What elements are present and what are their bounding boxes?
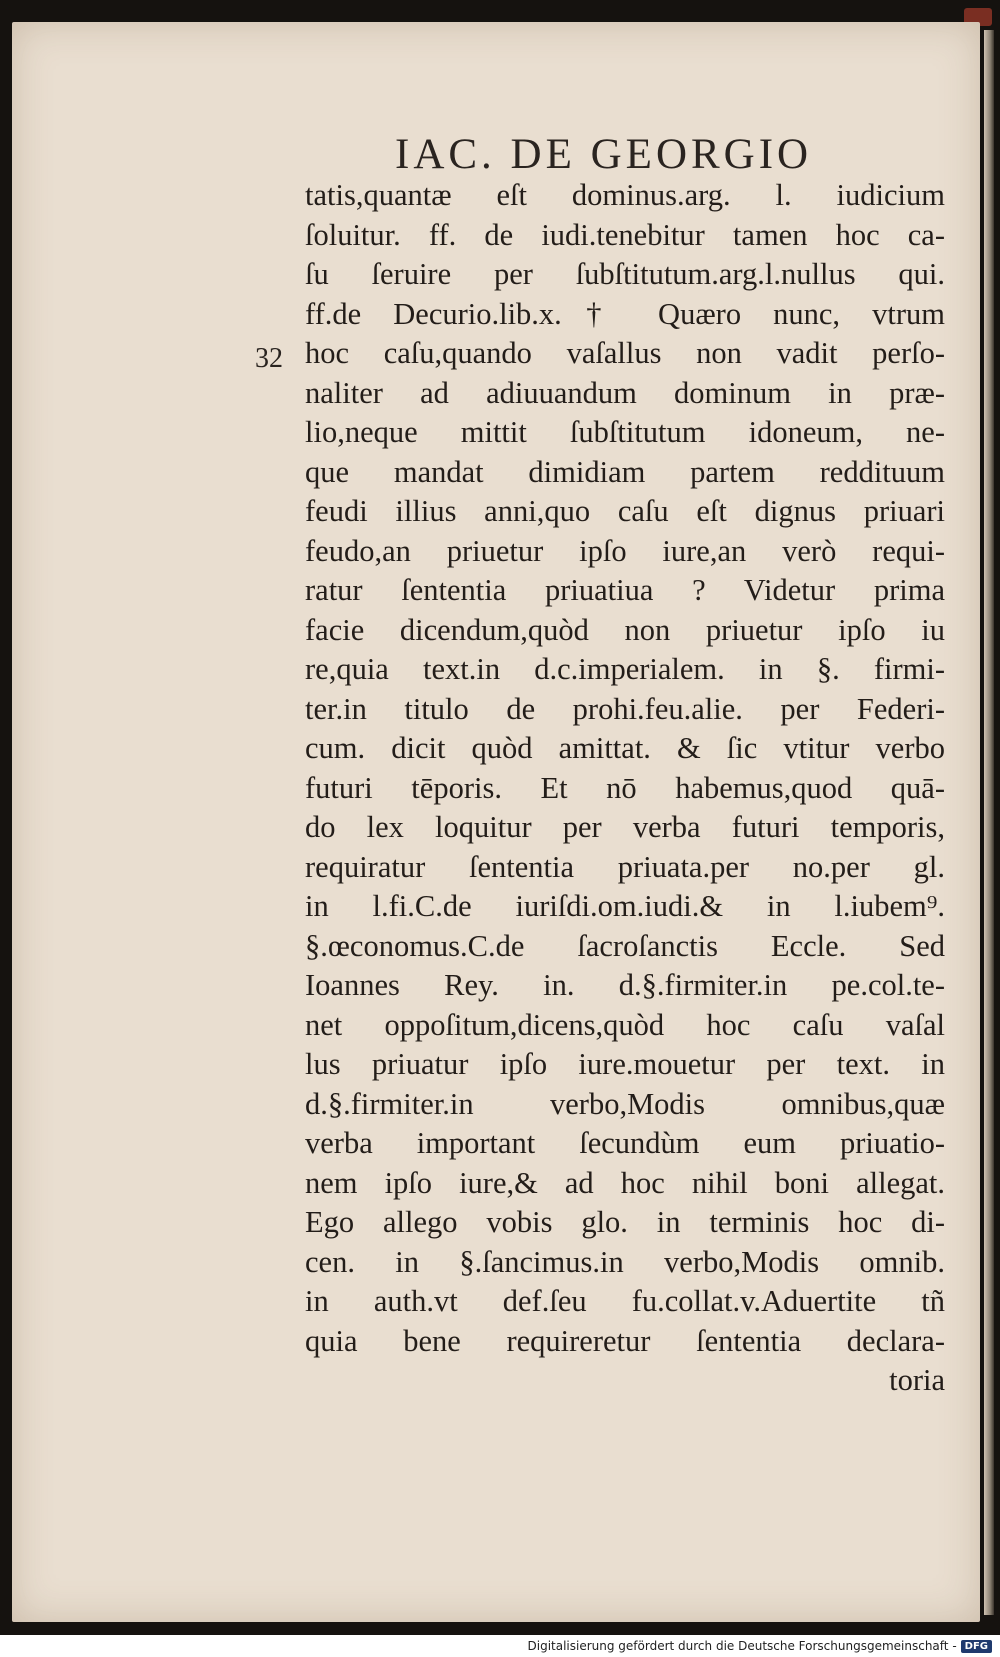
text-line: Ioannes Rey. in. d.§.firmiter.in pe.col.te- [305, 968, 945, 1002]
text-line: Ego allego vobis glo. in terminis hoc di- [305, 1205, 945, 1239]
text-line: futuri tēporis. Et nō habemus,quod quā- [305, 770, 945, 805]
text-line: facie dicendum,quòd non priuetur ipſo iu [305, 612, 945, 647]
text-line: do lex loquitur per verba futuri temporis, [305, 810, 945, 844]
text-line: nem ipſo iure,& ad hoc nihil boni allegat. [305, 1165, 945, 1200]
text-line: in l.fi.C.de iuriſdi.om.iudi.& in l.iubem⁹. [305, 889, 945, 923]
text-line: ratur ſententia priuatiua ? Videtur prima [305, 573, 945, 607]
text-line: hoc caſu,quando vaſallus non vadit perſo- [305, 336, 945, 370]
body-text [305, 176, 945, 1401]
text-line: cen. in §.ſancimus.in verbo,Modis omnib. [305, 1244, 945, 1279]
text-line: que mandat dimidiam partem reddituum [305, 454, 945, 489]
dfg-logo-icon[interactable]: DFG [961, 1640, 992, 1653]
text-line: ſu ſeruire per ſubſtitutum.arg.l.nullus qui. [305, 257, 945, 291]
text-line: in auth.vt def.ſeu fu.collat.v.Aduertite tñ [305, 1284, 945, 1318]
text-line: verba important ſecundùm eum priuatio- [305, 1126, 945, 1160]
footer-credit: Digitalisierung gefördert durch die Deutsche Forschungsgemeinschaft - [527, 1639, 957, 1653]
text-line: ſoluitur. ff. de iudi.tenebitur tamen hoc ca- [305, 217, 945, 252]
text-line: feudo,an priuetur ipſo iure,an verò requi- [305, 533, 945, 568]
catchword: toria [889, 1363, 945, 1397]
text-line: re,quia text.in d.c.imperialem. in §. firmi- [305, 652, 945, 686]
text-line: net oppoſitum,dicens,quòd hoc caſu vaſal [305, 1007, 945, 1042]
text-line: ter.in titulo de prohi.feu.alie. per Federi- [305, 691, 945, 726]
text-line: tatis,quantæ eſt dominus.arg. l. iudicium [305, 178, 945, 212]
text-line: feudi illius anni,quo caſu eſt dignus priuari [305, 494, 945, 528]
text-line: lio,neque mittit ſubſtitutum idoneum, ne- [305, 415, 945, 449]
text-line: quia bene requireretur ſententia declara- [305, 1323, 945, 1358]
page-edge [984, 30, 994, 1615]
text-line: naliter ad adiuuandum dominum in præ- [305, 375, 945, 410]
text-line: ff.de Decurio.lib.x.† Quæro nunc, vtrum [305, 296, 945, 331]
text-line: lus priuatur ipſo iure.mouetur per text. in [305, 1047, 945, 1081]
running-title: IAC. DE GEORGIO [395, 131, 813, 178]
margin-paragraph-number: 32 [255, 343, 283, 374]
text-line: d.§.firmiter.in verbo,Modis omnibus,quæ [305, 1086, 945, 1121]
digitization-footer [0, 1635, 1000, 1657]
text-line: cum. dicit quòd amittat. & ſic vtitur verbo [305, 731, 945, 765]
text-line: §.œconomus.C.de ſacroſanctis Eccle. Sed [305, 928, 945, 963]
text-line: requiratur ſententia priuata.per no.per gl. [305, 849, 945, 884]
